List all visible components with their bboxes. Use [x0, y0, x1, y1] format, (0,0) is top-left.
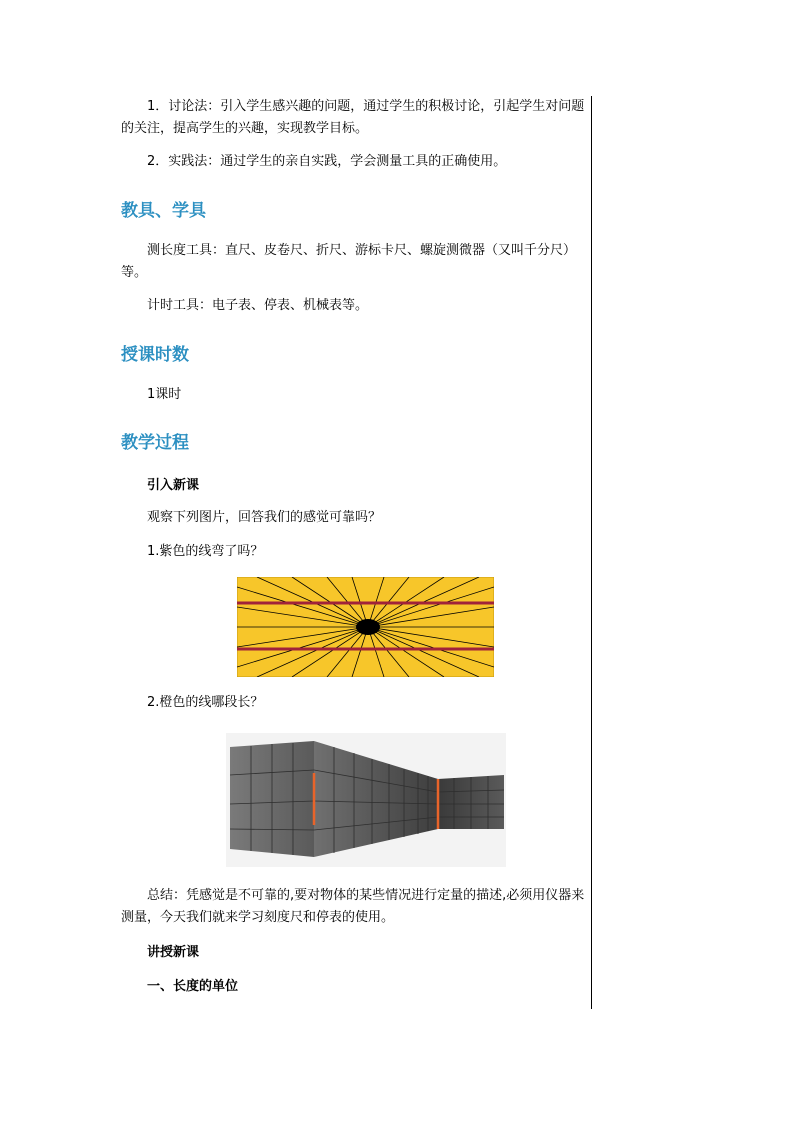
center-dot — [356, 619, 380, 635]
intro-text: 观察下列图片，回答我们的感觉可靠吗？ — [147, 510, 382, 525]
hours-value: 1课时 — [147, 387, 182, 402]
intro-title: 引入新课 — [147, 478, 200, 493]
heading-tools: 教具、学具 — [121, 201, 206, 221]
perspective-corridor-figure — [226, 733, 506, 867]
lecture-title: 讲授新课 — [147, 945, 200, 960]
heading-process: 教学过程 — [121, 433, 189, 453]
time-tools-text: 计时工具：电子表、停表、机械表等。 — [147, 298, 369, 313]
question-2: 2.橙色的线哪段长？ — [147, 695, 264, 710]
margin-rule — [591, 96, 592, 1009]
length-tools-text: 测长度工具：直尺、皮卷尺、折尺、游标卡尺、螺旋测微器（又叫千分尺）等。 — [121, 243, 577, 280]
summary-text: 总结：凭感觉是不可靠的,要对物体的某些情况进行定量的描述,必须用仪器来测量，今天我们就来学习刻度尺和停表的使用。 — [121, 888, 585, 925]
method-practice: 2．实践法：通过学生的亲自实践，学会测量工具的正确使用。 — [147, 154, 507, 169]
hering-illusion-figure — [237, 577, 494, 677]
section1-title: 一、长度的单位 — [147, 979, 239, 994]
heading-hours: 授课时数 — [121, 345, 189, 365]
question-1: 1.紫色的线弯了吗？ — [147, 544, 264, 559]
method-discussion: 1．讨论法：引入学生感兴趣的问题，通过学生的积极讨论，引起学生对问题的关注，提高学生的兴趣，实现教学目标。 — [121, 99, 585, 136]
